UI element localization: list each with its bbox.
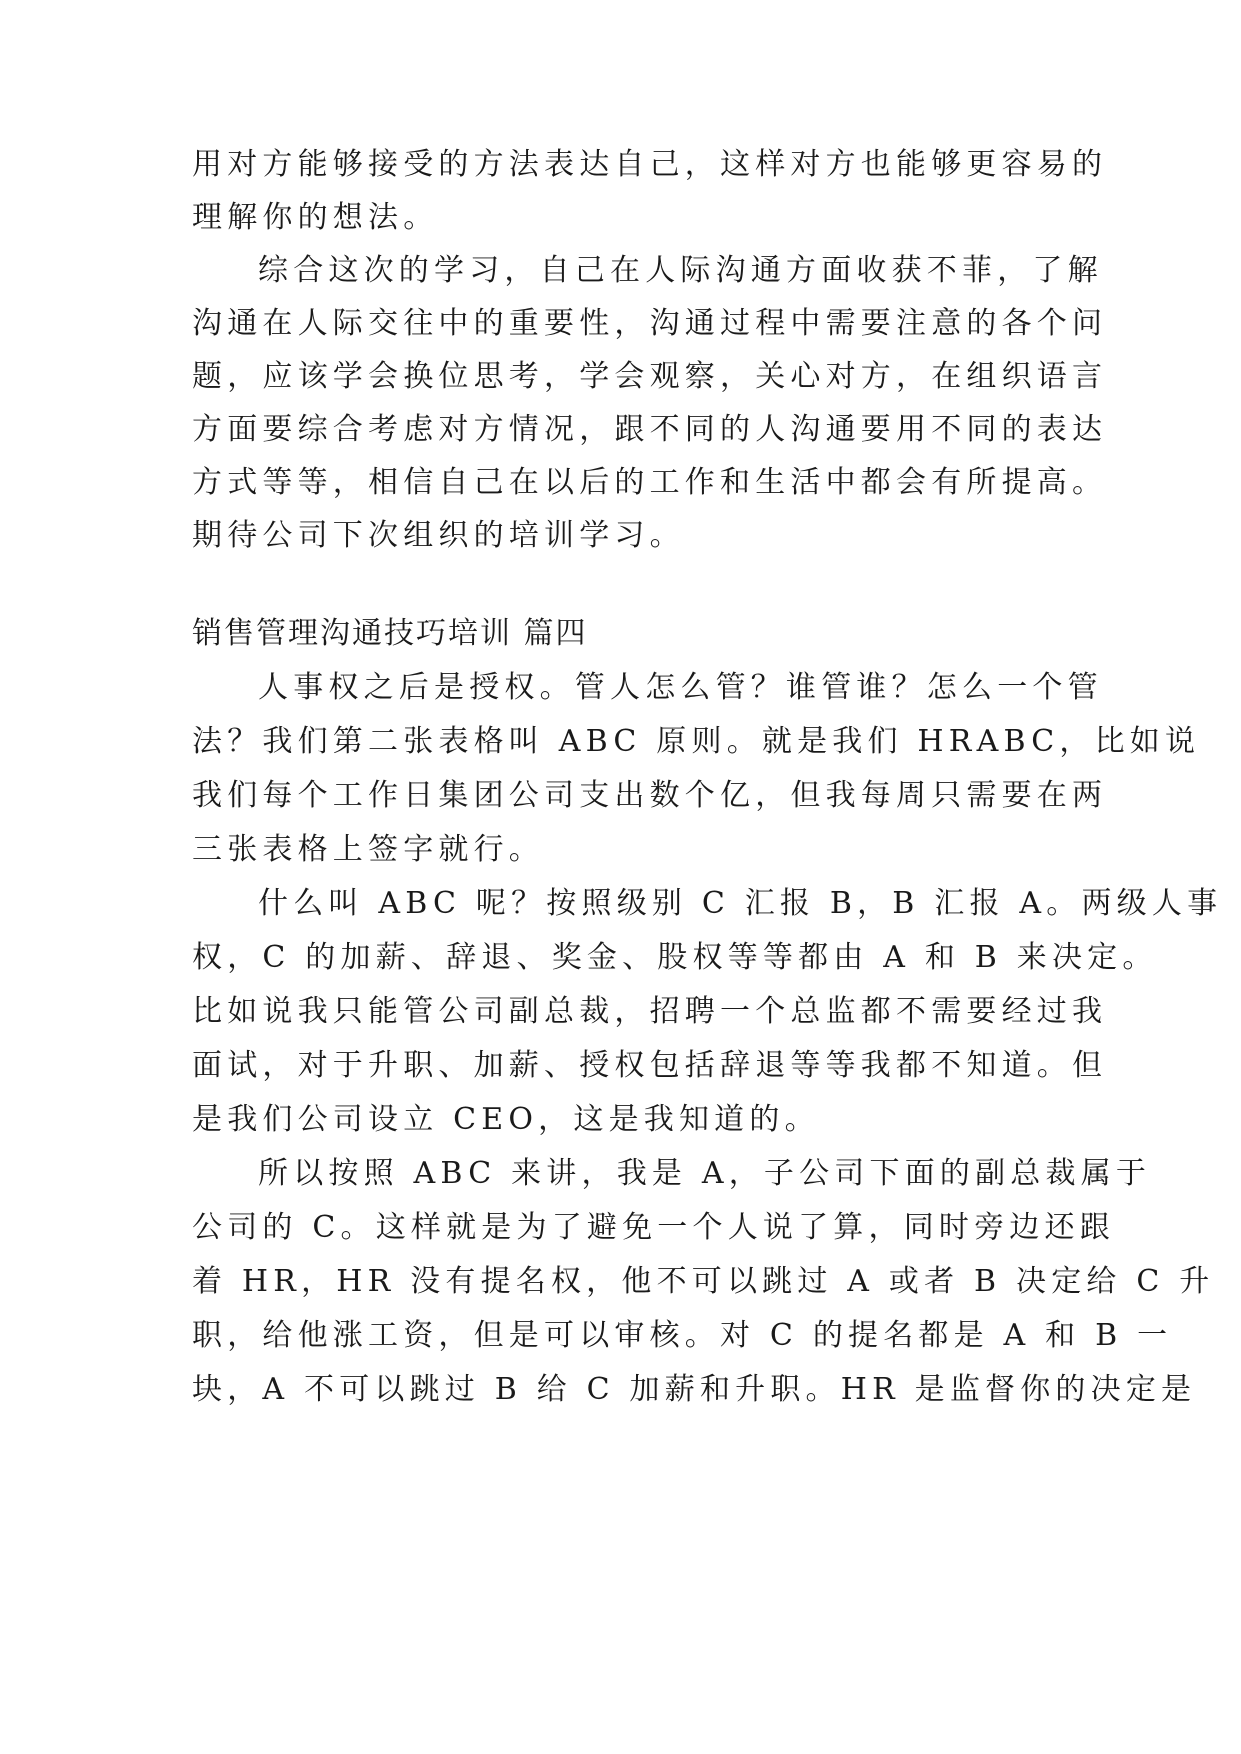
text-line: 方式等等，相信自己在以后的工作和生活中都会有所提高。 bbox=[192, 465, 1108, 500]
paragraph-first-line: 人事权之后是授权。管人怎么管？谁管谁？怎么一个管 bbox=[258, 670, 1103, 705]
text-line: 比如说我只能管公司副总裁，招聘一个总监都不需要经过我 bbox=[192, 994, 1108, 1029]
text-line: 用对方能够接受的方法表达自己，这样对方也能够更容易的 bbox=[192, 147, 1108, 182]
text-line: 理解你的想法。 bbox=[192, 200, 439, 235]
text-line: 题，应该学会换位思考，学会观察，关心对方，在组织语言 bbox=[192, 359, 1108, 394]
text-line: 我们每个工作日集团公司支出数个亿，但我每周只需要在两 bbox=[192, 778, 1108, 813]
text-line: 方面要综合考虑对方情况，跟不同的人沟通要用不同的表达 bbox=[192, 412, 1108, 447]
text-line: 职，给他涨工资，但是可以审核。对 C 的提名都是 A 和 B 一 bbox=[192, 1318, 1173, 1353]
text-line: 法？我们第二张表格叫 ABC 原则。就是我们 HRABC，比如说 bbox=[192, 724, 1201, 759]
text-line: 期待公司下次组织的培训学习。 bbox=[192, 518, 685, 553]
text-line: 块，A 不可以跳过 B 给 C 加薪和升职。HR 是监督你的决定是 bbox=[192, 1372, 1197, 1407]
text-line: 三张表格上签字就行。 bbox=[192, 832, 544, 867]
text-line: 面试，对于升职、加薪、授权包括辞退等等我都不知道。但 bbox=[192, 1048, 1108, 1083]
paragraph-first-line: 所以按照 ABC 来讲，我是 A，子公司下面的副总裁属于 bbox=[258, 1156, 1152, 1191]
paragraph-first-line: 综合这次的学习，自己在人际沟通方面收获不菲，了解 bbox=[258, 253, 1103, 288]
text-line: 公司的 C。这样就是为了避免一个人说了算，同时旁边还跟 bbox=[192, 1210, 1115, 1245]
text-line: 着 HR，HR 没有提名权，他不可以跳过 A 或者 B 决定给 C 升 bbox=[192, 1264, 1215, 1299]
text-line: 权，C 的加薪、辞退、奖金、股权等等都由 A 和 B 来决定。 bbox=[192, 940, 1158, 975]
section-heading: 销售管理沟通技巧培训 篇四 bbox=[192, 616, 588, 651]
text-line: 是我们公司设立 CEO，这是我知道的。 bbox=[192, 1102, 820, 1137]
paragraph-first-line: 什么叫 ABC 呢？按照级别 C 汇报 B，B 汇报 A。两级人事 bbox=[258, 886, 1223, 921]
text-line: 沟通在人际交往中的重要性，沟通过程中需要注意的各个问 bbox=[192, 306, 1108, 341]
